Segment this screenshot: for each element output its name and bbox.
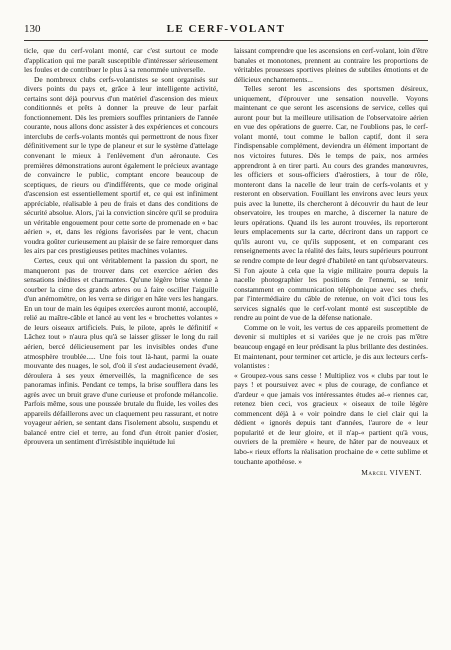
paragraph: laissant comprendre que les ascensions en cerf-volant, loin d'être banales et monotones, prennent au contraire les proportions de véritables prouesses sportives pleines de subtiles émotions et de délicieux enchantements...: [234, 46, 428, 84]
author-signature: Marcel VIVENT.: [361, 468, 422, 478]
quotation: « Groupez-vous sans cesse ! Multipliez vos « clubs par tout le pays ! et poursuivez avec « plus de courage, de confiance et d'ardeur « que jamais vos intéressantes études aé-« riennes car, retenez bien ceci, vos gracieux « oiseaux de toile légère commencent déjà à « voir poindre dans le ciel clair qui la dédient « ignorés depuis tant d'années, l'aurore de « leur popularité et de leur gloire, et il n'ap-« partient qu'à vous, ouvriers de la première « heure, de hâter par de nouveaux et labo-« rieux efforts la réalisation prochaine de « cette sublime et touchante apothéose. »: [234, 370, 428, 466]
paragraph: De nombreux clubs cerfs-volantistes se sont organisés sur divers points du pays et, grâce à leur intelligente activité, certains sont déjà pourvus d'un matériel d'ascension des mieux conditionnés et prêts à donner la preuve de leur parfait fonctionnement. Dès les premiers souffles printaniers de l'année courante, nous allons donc assister à des expériences et concours interclubs de cerfs-volants montés qui permettront de nous fixer définitivement sur le type de planeur et sur le système d'attelage convenant le mieux à l'enlèvement d'un aéronaute. Ces premières démonstrations auront également le précieux avantage de convaincre le public, comptant encore beaucoup de sceptiques, de rieurs ou d'indifférents, que ce mode original d'ascension est essentiellement sportif et, ce qui est infiniment appréciable, réalisable à peu de frais et dans des conditions de sécurité absolue. Alors, j'ai la conviction sincère qu'il se produira un véritable engouement pour cette sorte de promenade en « bac aérien », et, dans les régions favorisées par le vent, chacun voudra goûter curieusement au plaisir de se faire remorquer dans les airs par ces prestigieuses petites machines volantes.: [24, 74, 218, 256]
journal-title: LE CERF-VOLANT: [166, 23, 286, 35]
right-column: [234, 46, 428, 478]
header-rule: [24, 40, 428, 41]
paragraph: Telles seront les ascensions des sportsmen désireux, uniquement, d'éprouver une sensation nouvelle. Voyons maintenant ce que seront les ascensions de service, celles qui auront pour but la meilleure utilisation de l'observatoire aérien en vue des opérations de guerre. Car, ne l'oublions pas, le cerf-volant monté, tout comme le ballon captif, dont il sera l'indispensable complément, deviendra un élément important de nos victoires futures. Dès le temps de paix, nos armées apprendront à en tirer parti. Au cours des grandes manœuvres, les officiers et sous-officiers d'aérostiers, à tour de rôle, monteront dans la nacelle de leur train de cerfs-volants et y resteront en observation. Fouillant les environs avec leurs yeux puis avec la lunette, ils chercheront à découvrir du haut de leur observatoire, les troupes en marche, à discerner la nature de leurs opérations. Quand ils les auront trouvées, ils reporteront leurs emplacements sur la carte, décriront dans un rapport ce qu'ils auront vu, ce qu'ils supposent, et en comparant ces renseignements avec la réalité des faits, leurs supérieurs pourront se rendre compte de leur degré d'habileté en tant qu'observateurs. Si l'on ajoute à cela que la vigie militaire pourra depuis la nacelle photographier les positions de l'ennemi, se tenir constamment en communication téléphonique avec ses chefs, par l'intermédiaire du câble de retenue, on voit d'ici tous les services signalés que le cerf-volant monté est susceptible de rendre au point de vue de la défense nationale.: [234, 84, 428, 323]
paragraph: Comme on le voit, les vertus de ces appareils promettent de devenir si multiples et si variées que je ne crois pas m'être beaucoup engagé en leur prédisant la plus brillante des destinées. Et maintenant, pour terminer cet article, je dis aux lecteurs cerfs-volantistes :: [234, 322, 428, 371]
paragraph: Certes, ceux qui ont véritablement la passion du sport, ne manqueront pas de trouver dans cet exercice aérien des sensations inédites et charmantes. Qu'une légère brise vienne à courber la cime des grands arbres ou à faire osciller l'aiguille d'un anémomètre, on les verra se diriger en hâte vers les hangars. En un tour de main les équipes exercées auront monté, accouplé, relié au maître-câble et lancé au vent les « brochettes volantes » de leurs oiseaux artificiels. Puis, le pilote, après le définitif « Lâchez tout » n'aura plus qu'à se laisser glisser le long du rail aérien, bercé délicieusement par les invisibles ondes d'une atmosphère troublée..... Une fois tout là-haut, parmi la ouate mouvante des nuages, le sol, d'où il s'est audacieusement évadé, déroulera à ses yeux émerveillés, la magnificence de ses panoramas infinis. Pendant ce temps, la brise soufflera dans les agrès avec un bruit grave d'une curieuse et profonde mélancolie. Parfois même, sous une poussée brutale du fluide, les voiles des appareils défaillerons avec un claquement peu rassurant, et notre voyageur aérien, se sentant dans l'isolement absolu, suspendu et balancé entre ciel et terre, au fond d'un étroit panier d'osier, éprouvera un sentiment d'irrésistible inquiétude lui: [24, 256, 218, 447]
paragraph: ticle, que du cerf-volant monté, car c'est surtout ce mode d'application qui me paraît susceptible d'intéresser sérieusement les foules et de contribuer le plus à sa renommée universelle.: [24, 46, 218, 75]
page-header: [24, 22, 428, 36]
page-number: 130: [24, 23, 41, 35]
left-column: [24, 46, 218, 447]
